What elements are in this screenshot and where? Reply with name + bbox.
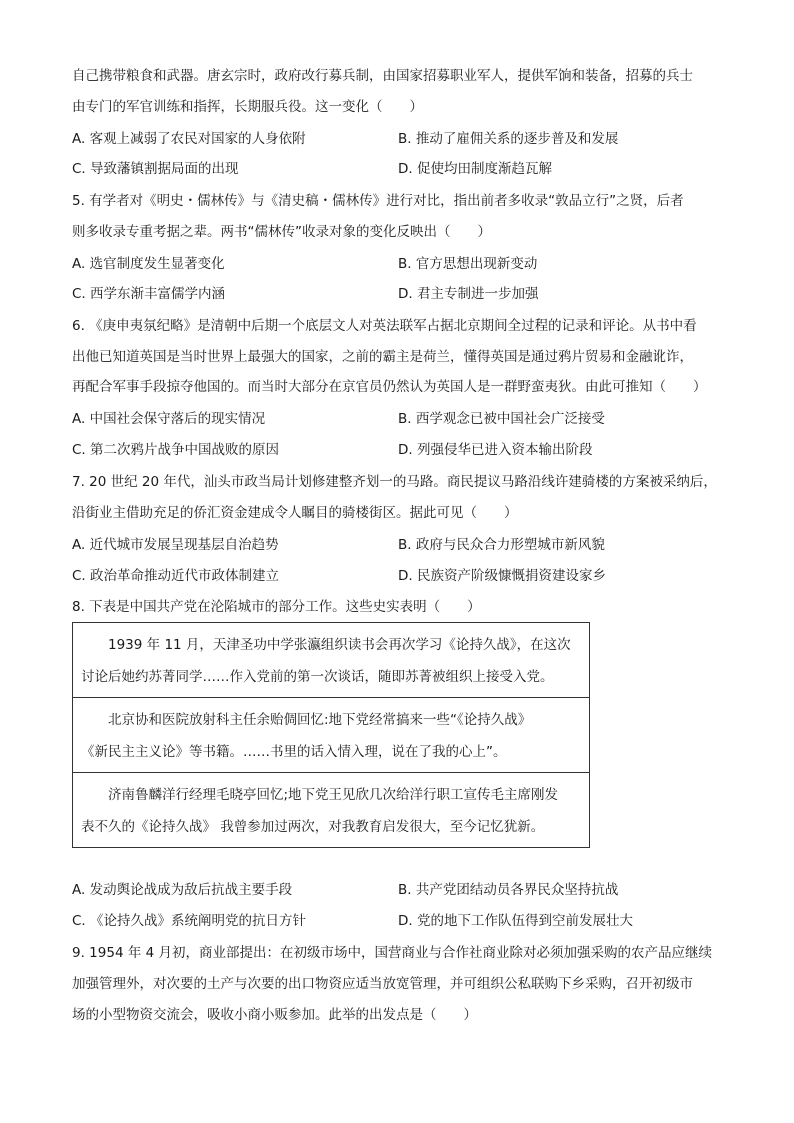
q6-option-c[interactable]: C. 第二次鸦片战争中国战败的原因	[72, 442, 280, 458]
table-row	[73, 773, 590, 848]
q7-option-d[interactable]: D. 民族资产阶级慷慨捐资建设家乡	[398, 568, 606, 584]
q5-stem-line-2: 则多收录专重考据之辈。两书“儒林传”收录对象的变化反映出（ ）	[72, 224, 491, 240]
q8-row2-line2: 《新民主主义论》等书籍。……书里的话入情入理，说在了我的心上”。	[81, 744, 507, 760]
q8-row1-line1: 1939 年 11 月，天津圣功中学张瀛组织读书会再次学习《论持久战》，在这次	[108, 637, 571, 653]
q6-stem-line-2: 出他已知道英国是当时世界上最强大的国家，之前的霸主是荷兰，懂得英国是通过鸦片贸易和金融讹诈，	[72, 349, 693, 365]
q8-row3-line2: 表不久的《论持久战》 我曾参加过两次，对我教育启发很大，至今记忆犹新。	[81, 819, 545, 835]
table-cell	[73, 698, 590, 773]
q5-option-c[interactable]: C. 西学东渐丰富儒学内涵	[72, 286, 226, 302]
q8-option-c[interactable]: C. 《论持久战》系统阐明党的抗日方针	[72, 913, 307, 929]
q6-option-a[interactable]: A. 中国社会保守落后的现实情况	[72, 411, 266, 427]
q7-option-c[interactable]: C. 政治革命推动近代市政体制建立	[72, 568, 280, 584]
q9-stem-line-2: 加强管理外，对次要的土产与次要的出口物资应适当放宽管理，并可组织公私联购下乡采购，召开初级市	[72, 976, 693, 992]
q8-option-d[interactable]: D. 党的地下工作队伍得到空前发展壮大	[398, 913, 633, 929]
q5-option-d[interactable]: D. 君主专制进一步加强	[398, 286, 539, 302]
q4-option-b[interactable]: B. 推动了雇佣关系的逐步普及和发展	[398, 131, 619, 147]
q8-row2-line1: 北京协和医院放射科主任余贻倜回忆:地下党经常搞来一些“《论持久战》	[108, 712, 532, 728]
q5-option-b[interactable]: B. 官方思想出现新变动	[398, 256, 538, 272]
q5-option-a[interactable]: A. 选官制度发生显著变化	[72, 256, 225, 272]
q9-stem-line-1: 9. 1954 年 4 月初，商业部提出：在初级市场中，国营商业与合作社商业除对必须加强采购的农产品应继续	[72, 945, 712, 961]
q4-stem-line-1: 自己携带粮食和武器。唐玄宗时，政府改行募兵制，由国家招募职业军人，提供军饷和装备，招募的兵士	[72, 68, 693, 84]
q6-stem-line-3: 再配合军事手段掠夺他国的。而当时大部分在京官员仍然认为英国人是一群野蛮夷狄。由此可推知（ ）	[72, 379, 707, 395]
q7-option-a[interactable]: A. 近代城市发展呈现基层自治趋势	[72, 537, 279, 553]
table-cell	[73, 623, 590, 698]
table-row	[73, 698, 590, 773]
table-row	[73, 623, 590, 698]
q8-row1-line2: 讨论后她约苏菁同学……作入党前的第一次谈话，随即苏菁被组织上接受入党。	[81, 669, 554, 685]
q7-stem-line-2: 沿街业主借助充足的侨汇资金建成令人瞩目的骑楼街区。据此可见（ ）	[72, 505, 518, 521]
q7-option-b[interactable]: B. 政府与民众合力形塑城市新风貌	[398, 537, 605, 553]
q8-stem-line-1: 8. 下表是中国共产党在沦陷城市的部分工作。这些史实表明（ ）	[72, 599, 481, 615]
q8-row3-line1: 济南鲁麟洋行经理毛晓亭回忆;地下党王见欣几次给洋行职工宣传毛主席刚发	[108, 787, 559, 803]
q8-evidence-table	[72, 622, 590, 848]
q8-option-b[interactable]: B. 共产党团结动员各界民众坚持抗战	[398, 882, 619, 898]
q5-stem-line-1: 5. 有学者对《明史・儒林传》与《清史稿・儒林传》进行对比，指出前者多收录“敦品立行”之贤，后者	[72, 193, 684, 209]
q4-option-c[interactable]: C. 导致藩镇割据局面的出现	[72, 161, 239, 177]
q6-stem-line-1: 6. 《庚申夷氛纪略》是清朝中后期一个底层文人对英法联军占据北京期间全过程的记录和评论。从书中看	[72, 318, 697, 334]
q4-option-a[interactable]: A. 客观上减弱了农民对国家的人身依附	[72, 131, 306, 147]
q4-stem-line-2: 由专门的军官训练和指挥，长期服兵役。这一变化（ ）	[72, 99, 423, 115]
q4-option-d[interactable]: D. 促使均田制度渐趋瓦解	[398, 161, 552, 177]
q8-option-a[interactable]: A. 发动舆论战成为敌后抗战主要手段	[72, 882, 293, 898]
table-cell	[73, 773, 590, 848]
q7-stem-line-1: 7. 20 世纪 20 年代，汕头市政当局计划修建整齐划一的马路。商民提议马路沿线许建骑楼的方案被采纳后，	[72, 474, 717, 490]
q9-stem-line-3: 场的小型物资交流会，吸收小商小贩参加。此举的出发点是（ ）	[72, 1007, 477, 1023]
q6-option-b[interactable]: B. 西学观念已被中国社会广泛接受	[398, 411, 605, 427]
q6-option-d[interactable]: D. 列强侵华已进入资本输出阶段	[398, 442, 593, 458]
